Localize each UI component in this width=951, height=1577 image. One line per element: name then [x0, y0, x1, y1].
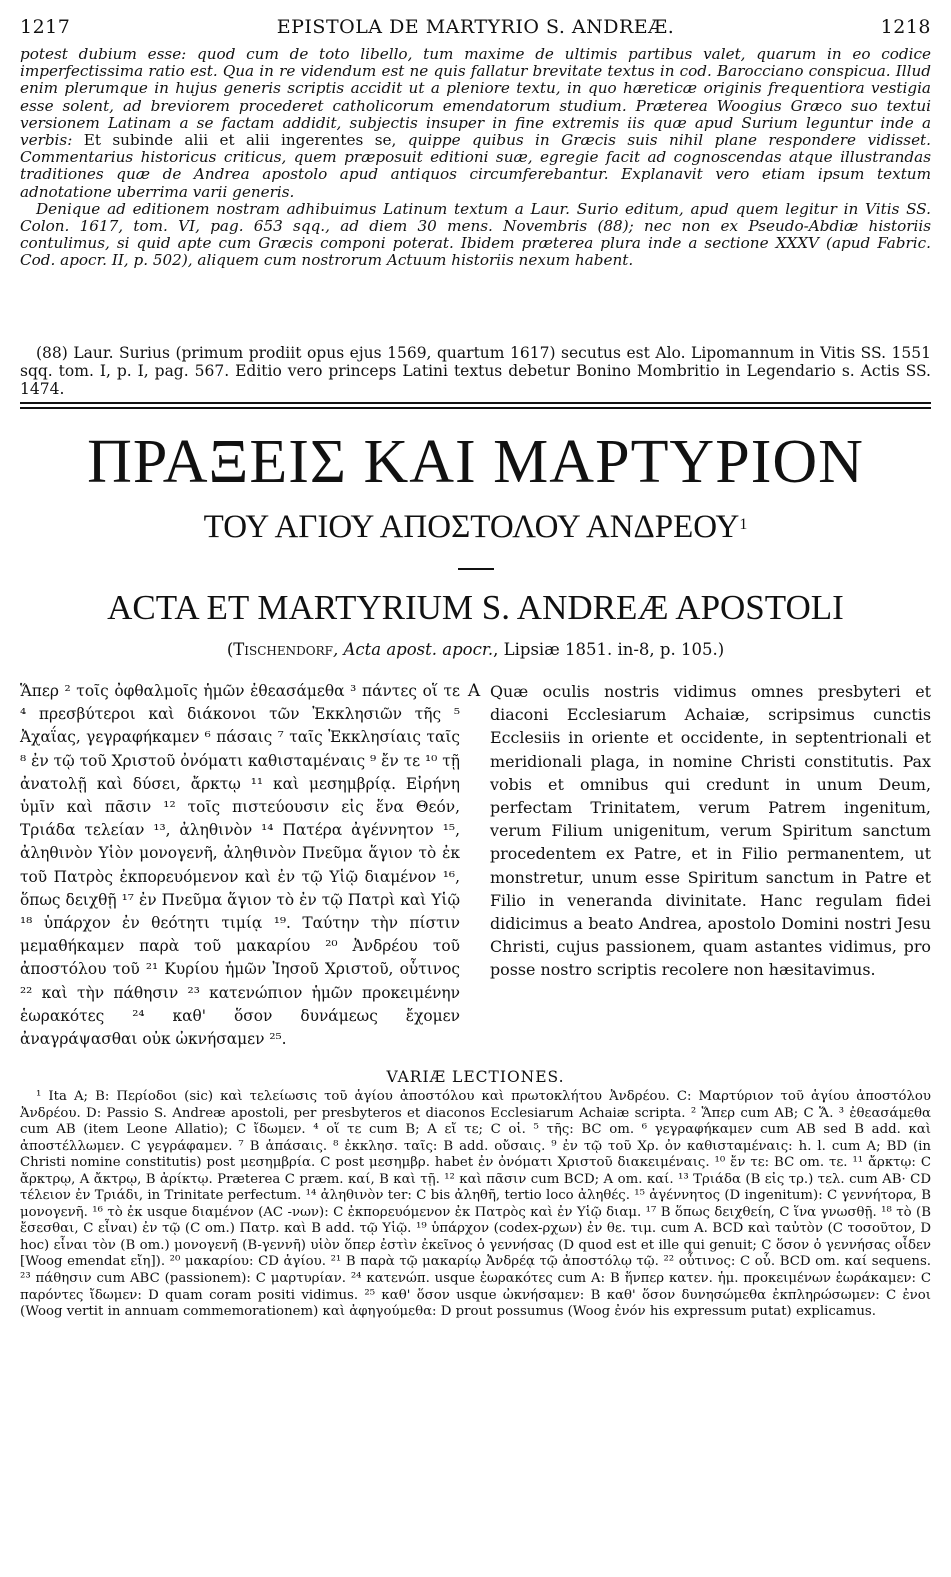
column-number-left: 1217 [20, 16, 71, 38]
latin-text: Quæ oculis nostris vidimus omnes presbyteri et diaconi Ecclesiarum Achaiæ, scripsimus cunctis Ecclesiis in oriente et occidente, in septentrionali et meridionali plaga, in nomine Christi constitutis. Pax vobis et omnibus qui credunt in unum Deum, perfectam Trinitatem, verum Patrem ingenitum, verum Filium unigenitum, verum Spiritum sanctum procedentem ex Patre, et in Filio permanentem, ut monstretur, unum esse Spiritum sanctum in Patre et Filio in veneranda divinitate. Hanc regulam fidei didicimus a beato Andrea, apostolo Domini nostri Jesu Christi, cujus passionem, quam astantes vidimus, pro posse nostro scriptis recolere non hæsitavimus. [490, 682, 931, 980]
introductory-notes [20, 46, 931, 270]
source-citation [20, 640, 931, 660]
latin-title: ACTA ET MARTYRIUM S. ANDREÆ APOSTOLI [107, 588, 844, 627]
greek-subtitle-text: ΤΟΥ ΑΓΙΟΥ ΑΠΟΣΤΟΛΟΥ ΑΝΔΡΕΟΥ [203, 509, 740, 545]
intro-quote-roman: Et subinde alii et alii ingerentes se, [72, 131, 408, 150]
section-divider [20, 402, 931, 410]
variae-lectiones-heading: VARIÆ LECTIONES. [386, 1068, 565, 1086]
intro-paragraph-1-text: potest dubium esse: quod cum de toto libello, tum maxime de ultimis partibus valet, quarum in eo codice imperfectissima ratio est. Qua in re videndum est ne quis fallatur brevitate textus in cod. Barocciano conspicua. Illud enim plerumque in hujus generis scriptis accidit ut a pleniore textu, in quo hæreticæ originis frequentiora vestigia esse solent, ad breviorem procederet catholicorum emendatorum studium. Præterea Woogius Græco suo textui versionem Latinam a se factam addidit, subjectis insuper in fine extremis iis quæ apud Surium leguntur inde a verbis: [20, 45, 931, 150]
intro-paragraph-1-end: quippe quibus in Græcis suis nihil plane respondere vidisset. Commentarius historicus criticus, quem præposuit editioni suæ, egregie facit ad cognoscendas atque illustrandas traditiones quæ de Andrea apostolo apud antiquos circumferebantur. Explanavit vero etiam ipsum textum adnotatione uberrima varii generis. [20, 131, 931, 201]
footnote-88-text: (88) Laur. Surius (primum prodiit opus ejus 1569, quartum 1617) secutus est Alo. Lipomannum in Vitis SS. 1551 sqq. tom. I, p. I, pag. 567. Editio vero princeps Latini textus debetur Bonino Mombritio in Legendario s. Actis SS. 1474. [20, 344, 931, 398]
citation-open: ( [226, 640, 234, 659]
running-head [20, 16, 931, 42]
divider-line-bottom [20, 407, 931, 409]
intro-paragraph-1 [20, 46, 931, 201]
divider-line-top [20, 402, 931, 404]
title-separator [458, 568, 494, 570]
intro-paragraph-2: Denique ad editionem nostram adhibuimus Latinum textum a Laur. Surio editum, apud quem legitur in Vitis SS. Colon. 1617, tom. VI, pag. 653 sqq., ad diem 30 mens. Novembris (88); nec non ex Pseudo-Abdiæ historiis contulimus, si quid apte cum Græcis componi poterat. Ibidem præterea plura inde a sectione XXXV (apud Fabric. Cod. apocr. II, p. 502), aliquem cum nostrorum Actuum historiis nexum habent. [20, 199, 931, 270]
subtitle-note-mark: 1 [739, 516, 748, 533]
column-number-right: 1218 [880, 16, 931, 38]
latin-column [490, 680, 931, 982]
greek-subtitle [20, 507, 931, 547]
greek-title: ΠΡΑΞΕΙΣ ΚΑΙ ΜΑΡΤΥΡΙΟΝ [87, 428, 864, 496]
variae-lectiones [20, 1089, 931, 1321]
greek-column [20, 680, 460, 1051]
variae-lectiones-text: ¹ Ita A; B: Περίοδοι (sic) καὶ τελείωσις τοῦ ἁγίου ἀποστόλου καὶ πρωτοκλήτου Ἀνδρέου. C: Μαρτύριον τοῦ ἁγίου ἀποστόλου Ἀνδρέου. D: Passio S. Andreæ apostoli, per presbyteros et diaconos Ecclesiarum Achaiæ scripta. ² Ἅπερ cum AB; C Ἅ. ³ ἐθεασάμεθα cum AB (item Leone Allatio); C ἴδωμεν. ⁴ οἵ τε cum B; A εἴ τε; C οἱ. ⁵ τῆς: BC om. ⁶ γεγραφήκαμεν cum AB sed B add. καὶ ἀποστέλλωμεν. C γεγράφαμεν. ⁷ B ἁπάσαις. ⁸ ἐκκλησ. ταῖς: B add. οὔσαις. ⁹ ἐν τῷ τοῦ Χρ. ὀν καθισταμέναις: h. l. cum A; BD (in Christi nomine constitutis) post μεσημβρία. C post μεσημβρ. habet ἐν ὀνόματι Χριστοῦ διακειμέναις. ¹⁰ ἔν τε: BC om. τε. ¹¹ ἄρκτῳ: C ἄρκτρῳ, A ἄκτρῳ, B ἀρίκτῳ. Præterea C præm. καί, B καὶ τῇ. ¹² καὶ πᾶσιν cum BCD; A om. καί. ¹³ Τριάδα (B εἰς τρ.) τελ. cum AB· CD τέλειον ἐν Τριάδι, in Trinitate perfectum. ¹⁴ ἀληθινὸν ter: C bis ἀληθῆ, tertio loco ἀληθές. ¹⁵ ἀγέννητος (D ingenitum): C γεννήτορα, B μονογενῆ. ¹⁶ τὸ ἐκ usque διαμένον (AC -νων): C ἐκπορευόμενον ἐκ Πατρὸς καὶ ἐν Υἱῷ διαμ. ¹⁷ B ὅπως δειχθείη, C ἵνα γνωσθῇ. ¹⁸ τὸ (B ἔσεσθαι, C εἶναι) ἐν τῷ (C om.) Πατρ. καὶ B add. τῷ Υἱῷ. ¹⁹ ὑπάρχον (codex-ρχων) ἐν θε. τιμ. cum A. BCD καὶ ταὐτὸν (C τοσοῦτον, D hoc) εἶναι τὸν (B om.) μονογενῆ (B-γεννῆ) υἱὸν ὅπερ ἐστὶν ἐκεῖνος ὁ γεννήσας (D quod est et ille qui genuit; C ὅσον ὁ γεννήσας οἶδεν [Woog emendat εἴη]). ²⁰ μακαρίου: CD ἁγίου. ²¹ B παρὰ τῷ μακαρίῳ Ἀνδρέᾳ τῷ ἀποστόλῳ τῷ. ²² οὗτινος: C οὗ. BCD om. καί sequens. ²³ πάθησιν cum ABC (passionem): C μαρτυρίαν. ²⁴ κατενώπ. usque ἑωρακότες cum A: B ἥνπερ κατεν. ἡμ. προκειμένων ἑωράκαμεν: C παρόντες ἴδωμεν: D quam coram positi vidimus. ²⁵ καθ' ὅσον usque ὠκνήσαμεν: B καθ' ὅσον δυνησώμεθα ἐκπληρώσωμεν: C ἐνοι (Woog vertit in annuam commemorationem) καὶ ἀφηγούμεθα: D prout possumus (Woog ἐνόν his expressum putat) explicamus. [20, 1089, 931, 1320]
footnote-88 [20, 344, 931, 398]
citation-work: , Acta apost. apocr. [332, 640, 494, 659]
margin-marker: A [467, 681, 481, 701]
citation-rest: , Lipsiæ 1851. in-8, p. 105.) [493, 640, 725, 659]
greek-text: Ἅπερ ² τοῖς ὀφθαλμοῖς ἡμῶν ἐθεασάμεθα ³ πάντες οἵ τε ⁴ πρεσβύτεροι καὶ διάκονοι τῶν Ἐκκλησιῶν τῆς ⁵ Ἀχαΐας, γεγραφήκαμεν ⁶ πάσαις ⁷ ταῖς Ἐκκλησίαις ταῖς ⁸ ἐν τῷ τοῦ Χριστοῦ ὀνόματι καθισταμέναις ⁹ ἔν τε ¹⁰ τῇ ἀνατολῇ καὶ δύσει, ἄρκτῳ ¹¹ καὶ μεσημβρίᾳ. Εἰρήνη ὑμῖν καὶ πᾶσιν ¹² τοῖς πιστεύουσιν εἰς ἕνα Θεόν, Τριάδα τελείαν ¹³, ἀληθινὸν ¹⁴ Πατέρα ἀγέννητον ¹⁵, ἀληθινὸν Υἱὸν μονογενῆ, ἀληθινὸν Πνεῦμα ἅγιον τὸ ἐκ τοῦ Πατρὸς ἐκπορευόμενον καὶ ἐν τῷ Υἱῷ διαμένον ¹⁶, ὅπως δειχθῇ ¹⁷ ἐν Πνεῦμα ἅγιον τὸ ἐν τῷ Πατρὶ καὶ Υἱῷ ¹⁸ ὑπάρχον ἐν θεότητι τιμίᾳ ¹⁹. Ταύτην τὴν πίστιν μεμαθήκαμεν παρὰ τοῦ μακαρίου ²⁰ Ἀνδρέου τοῦ ἀποστόλου τοῦ ²¹ Κυρίου ἡμῶν Ἰησοῦ Χριστοῦ, οὗτινος ²² καὶ τὴν πάθησιν ²³ κατενώπιον ἡμῶν προκειμένην ἑωρακότες ²⁴ καθ' ὅσον δυνάμεως ἔχομεν ἀναγράψασθαι οὐκ ὠκνήσαμεν ²⁵. [20, 682, 460, 1049]
citation-author: Tischendorf [233, 640, 333, 659]
running-title: EPISTOLA DE MARTYRIO S. ANDREÆ. [276, 16, 675, 38]
